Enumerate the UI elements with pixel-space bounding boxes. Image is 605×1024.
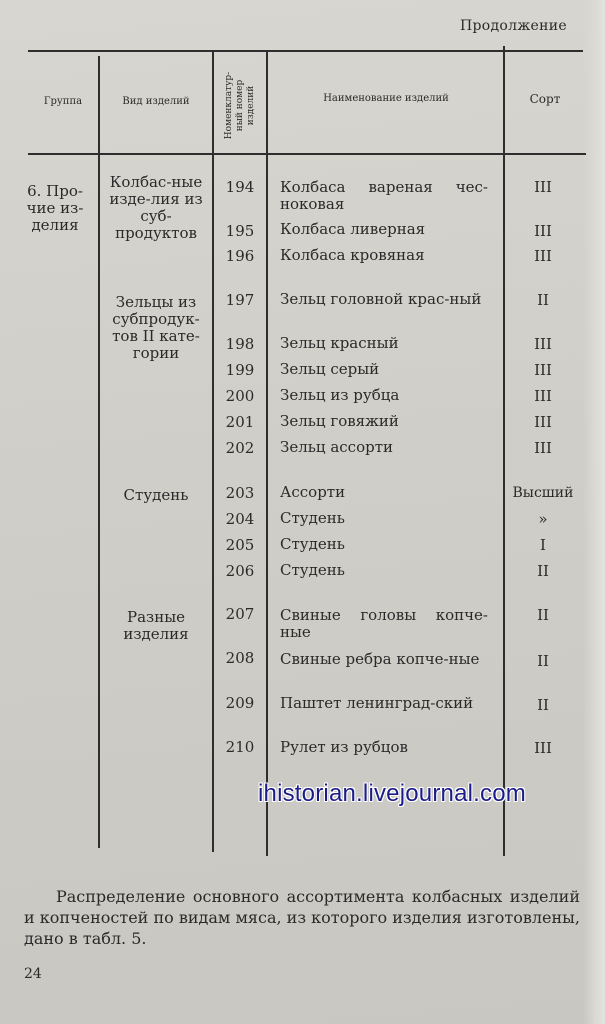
row-sort: III (534, 247, 552, 265)
group-cell: 6. Про-чие из-делия (26, 182, 84, 234)
page-edge (583, 0, 605, 1024)
row-sort: » (538, 510, 548, 528)
column-divider-2 (212, 52, 214, 852)
row-number: 204 (225, 510, 255, 528)
kind-cell: Колбас-ные изде-лия из суб-продуктов (109, 173, 203, 242)
row-sort: II (537, 606, 549, 624)
row-sort: II (537, 562, 549, 580)
row-sort: III (534, 413, 552, 431)
row-number: 202 (225, 439, 255, 457)
row-name: Зельц серый (280, 360, 380, 378)
row-name: Ассорти (280, 483, 346, 501)
row-name: Студень (280, 509, 345, 527)
header-name: Наименование изделий (323, 93, 449, 104)
row-name: Студень (280, 535, 345, 553)
row-sort: III (534, 739, 552, 757)
row-number: 195 (225, 222, 255, 240)
header-number: Номенклатур-ный номер изделий (224, 71, 257, 139)
row-name: Рулет из рубцов (280, 738, 408, 756)
row-sort: III (534, 335, 552, 353)
row-name: Колбаса вареная чес-ноковая (280, 178, 488, 213)
row-sort: II (537, 652, 549, 670)
row-sort: III (534, 222, 552, 240)
row-number: 194 (225, 178, 255, 196)
row-sort: III (534, 387, 552, 405)
row-number: 197 (225, 291, 255, 309)
row-name: Зельц ассорти (280, 438, 394, 456)
row-number: 208 (225, 649, 255, 667)
row-name: Свиные головы копче-ные (280, 606, 488, 641)
continued-label: Продолжение (460, 18, 567, 34)
kind-cell: Разные изделия (123, 608, 189, 643)
row-name: Паштет ленинград-ский (280, 694, 474, 712)
row-sort: II (537, 291, 549, 309)
column-divider-3 (266, 52, 268, 856)
row-name: Свиные ребра копче-ные (280, 650, 480, 668)
row-number: 203 (225, 484, 255, 502)
row-number: 199 (225, 361, 255, 379)
kind-cell: Зельцы из субпродук-тов II кате-гории (112, 293, 200, 362)
row-number: 200 (225, 387, 255, 405)
row-sort: III (534, 439, 552, 457)
row-name: Зельц говяжий (280, 412, 399, 430)
row-number: 201 (225, 413, 255, 431)
page-number: 24 (24, 966, 42, 982)
row-number: 196 (225, 247, 255, 265)
row-name: Колбаса ливерная (280, 220, 426, 238)
row-number: 209 (225, 694, 255, 712)
header-number-cell (216, 60, 266, 150)
row-number: 210 (225, 738, 255, 756)
row-name: Зельц головной крас-ный (280, 290, 482, 308)
row-name: Зельц из рубца (280, 386, 400, 404)
row-name: Колбаса кровяная (280, 246, 425, 264)
row-sort: Высший (512, 485, 574, 501)
watermark: ihistorian.livejournal.com (258, 780, 526, 807)
table-top-rule (28, 50, 583, 52)
row-number: 206 (225, 562, 255, 580)
header-group: Группа (43, 96, 83, 107)
row-number: 207 (225, 605, 255, 623)
row-number: 205 (225, 536, 255, 554)
kind-cell: Студень (123, 486, 189, 504)
row-number: 198 (225, 335, 255, 353)
row-sort: II (537, 696, 549, 714)
row-sort: III (534, 178, 552, 196)
row-name: Студень (280, 561, 345, 579)
header-sort: Сорт (529, 92, 561, 106)
row-name: Зельц красный (280, 334, 399, 352)
body-paragraph: Распределение основного ассортимента колбасных изделий и копченостей по видам мяса, из которого изделия изготовлены, дано в табл. 5. (24, 887, 580, 948)
row-sort: III (534, 361, 552, 379)
row-sort: I (540, 536, 546, 554)
header-kind: Вид изделий (122, 96, 190, 107)
